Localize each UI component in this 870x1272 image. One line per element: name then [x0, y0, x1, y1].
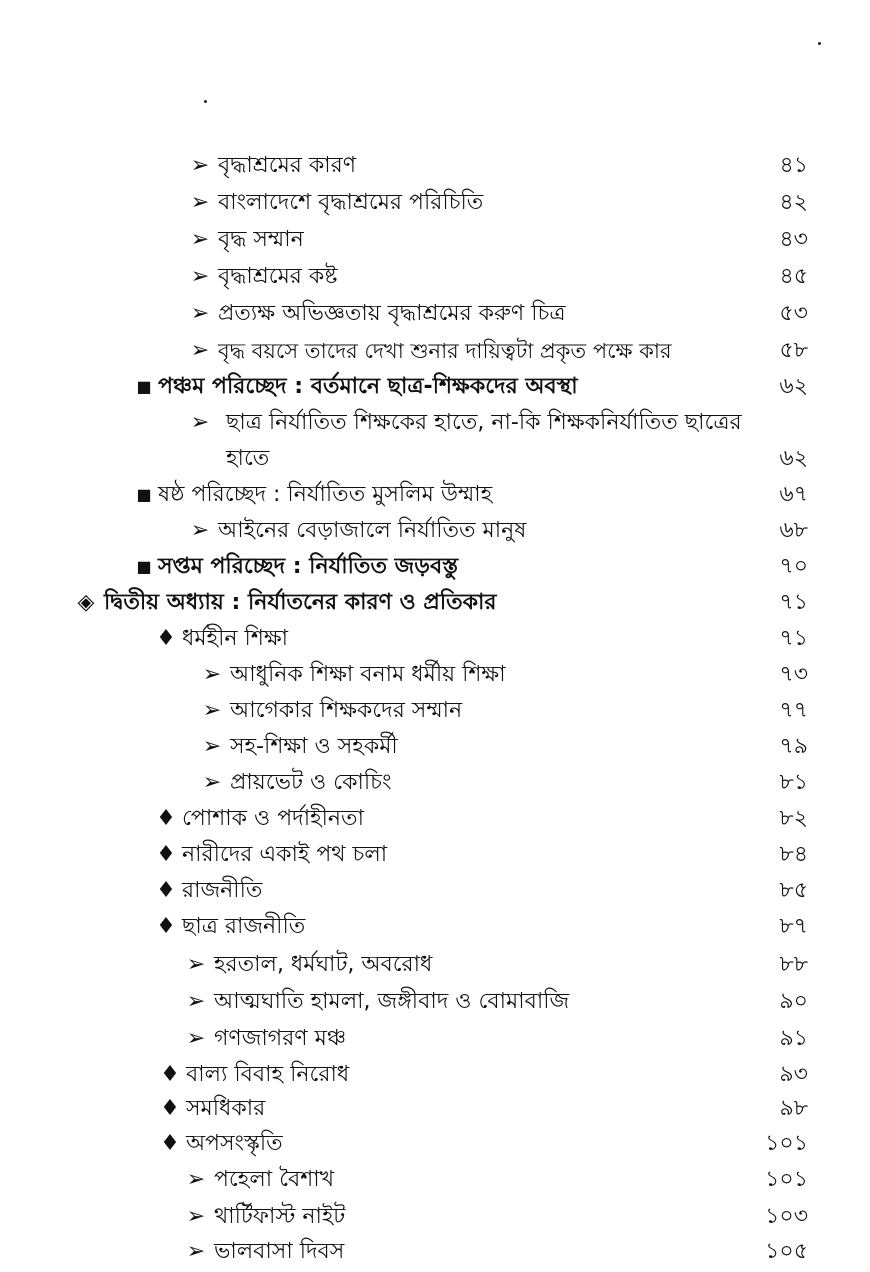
entry-title: অপসংস্কৃতি — [186, 1131, 283, 1156]
page-number: ৪২ — [779, 190, 808, 215]
page-number: ৫৮ — [779, 338, 808, 363]
page-number: ৯৩ — [779, 1062, 808, 1087]
diamond-bullet-icon: ♦ — [160, 1131, 180, 1156]
arrow-bullet-icon: ➢ — [202, 662, 222, 687]
arrow-bullet-icon: ➢ — [190, 338, 210, 363]
arrow-bullet-icon: ➢ — [190, 518, 210, 543]
arrow-bullet-icon: ➢ — [186, 1204, 206, 1229]
page-number: ৭১ — [779, 626, 808, 651]
arrow-bullet-icon: ➢ — [186, 1239, 206, 1264]
arrow-bullet-icon: ➢ — [186, 1026, 206, 1051]
entry-title: পোশাক ও পর্দাহীনতা — [182, 806, 364, 831]
entry-title: সমধিকার — [186, 1096, 266, 1121]
entry-title: প্রত্যক্ষ অভিজ্ঞতায় বৃদ্ধাশ্রমের করুণ চিত্র — [218, 301, 566, 326]
page-number: ১০১ — [765, 1167, 808, 1192]
section-title: পঞ্চম পরিচ্ছেদ : বর্তমানে ছাত্র-শিক্ষকদের অবস্থা — [158, 374, 578, 399]
toc-entry — [0, 984, 870, 1020]
square-bullet-icon: ■ — [136, 557, 152, 576]
page-number: ৪৩ — [779, 227, 808, 252]
entry-title: সহ-শিক্ষা ও সহকর্মী — [230, 734, 398, 759]
arrow-bullet-icon: ➢ — [190, 264, 210, 289]
toc-section-heading — [0, 369, 870, 405]
toc-entry — [0, 185, 870, 221]
page-number: ৮৫ — [779, 878, 808, 903]
page-number: ১০৫ — [765, 1239, 808, 1264]
diamond-bullet-icon: ♦ — [156, 626, 176, 651]
diamond-bullet-icon: ♦ — [156, 914, 176, 939]
page-number: ৪১ — [779, 153, 808, 178]
arrow-bullet-icon: ➢ — [190, 410, 210, 435]
entry-title: পহেলা বৈশাখ — [214, 1167, 335, 1192]
entry-title: বৃদ্ধাশ্রমের কারণ — [218, 153, 357, 178]
toc-entry — [0, 801, 870, 837]
toc-entry — [0, 1126, 870, 1162]
arrow-bullet-icon: ➢ — [186, 989, 206, 1014]
page-number: ৭১ — [779, 590, 808, 615]
toc-entry — [0, 222, 870, 258]
page-number: ৬৭ — [779, 482, 808, 507]
entry-title: বৃদ্ধাশ্রমের কষ্ট — [218, 264, 338, 289]
page-number: ৯১ — [779, 1026, 808, 1051]
toc-entry — [0, 947, 870, 983]
page-number: ৬৮ — [779, 518, 808, 543]
toc-entry — [0, 1021, 870, 1057]
entry-title: বৃদ্ধ বয়সে তাদের দেখা শুনার দায়িত্বটা প্রকৃত পক্ষে কার — [218, 339, 672, 363]
toc-entry — [0, 765, 870, 801]
section-title: সপ্তম পরিচ্ছেদ : নির্যাতিত জড়বস্তু — [158, 554, 459, 579]
diamond-bullet-icon: ♦ — [156, 878, 176, 903]
toc-section-heading — [0, 549, 870, 585]
toc-entry — [0, 621, 870, 657]
diamond-bullet-icon: ◈ — [77, 590, 95, 615]
speck-mark — [204, 100, 207, 103]
toc-entry — [0, 296, 870, 332]
entry-title: প্রায়ভেট ও কোচিং — [230, 770, 392, 795]
entry-title: ছাত্র রাজনীতি — [182, 914, 306, 939]
entry-title: রাজনীতি — [182, 878, 263, 903]
arrow-bullet-icon: ➢ — [190, 301, 210, 326]
toc-entry — [0, 909, 870, 945]
toc-entry — [0, 333, 870, 369]
diamond-bullet-icon: ♦ — [160, 1096, 180, 1121]
entry-title: ধর্মহীন শিক্ষা — [182, 626, 289, 651]
arrow-bullet-icon: ➢ — [202, 698, 222, 723]
toc-entry — [0, 837, 870, 873]
entry-title: গণজাগরণ মঞ্চ — [214, 1026, 347, 1051]
diamond-bullet-icon: ♦ — [156, 842, 176, 867]
toc-entry — [0, 148, 870, 184]
toc-entry — [0, 405, 870, 477]
chapter-title: দ্বিতীয় অধ্যায় : নির্যাতনের কারণ ও প্রতিকার — [104, 590, 497, 615]
page-number: ৯৮ — [779, 1096, 808, 1121]
page-number: ৯০ — [779, 989, 808, 1014]
entry-title: আগেকার শিক্ষকদের সম্মান — [230, 698, 463, 723]
toc-entry — [0, 729, 870, 765]
toc-entry — [0, 1057, 870, 1093]
toc-entry — [0, 259, 870, 295]
page-number: ৭০ — [779, 554, 808, 579]
entry-title: হরতাল, ধর্মঘাট, অবরোধ — [214, 952, 433, 977]
diamond-bullet-icon: ♦ — [160, 1062, 180, 1087]
entry-title: নারীদের একাই পথ চলা — [182, 842, 388, 867]
toc-chapter-heading — [0, 585, 870, 621]
page-number: ৮৭ — [779, 914, 808, 939]
arrow-bullet-icon: ➢ — [186, 1167, 206, 1192]
toc-entry — [0, 873, 870, 909]
arrow-bullet-icon: ➢ — [202, 734, 222, 759]
toc-entry — [0, 1199, 870, 1235]
arrow-bullet-icon: ➢ — [190, 153, 210, 178]
speck-mark — [818, 42, 821, 45]
page-number: ৪৫ — [779, 264, 808, 289]
square-bullet-icon: ■ — [136, 377, 152, 396]
page-number: ৬২ — [779, 374, 808, 399]
arrow-bullet-icon: ➢ — [186, 952, 206, 977]
entry-title: থার্টিফাস্ট নাইট — [214, 1204, 346, 1229]
section-title: ষষ্ঠ পরিচ্ছেদ : নির্যাতিত মুসলিম উম্মাহ — [158, 482, 493, 507]
entry-title: বৃদ্ধ সম্মান — [218, 227, 304, 252]
entry-title: ছাত্র নির্যাতিত শিক্ষকের হাতে, না-কি শিক্ষকনির্যাতিত ছাত্রের হাতে — [226, 410, 742, 471]
entry-title: আত্মঘাতি হামলা, জঙ্গীবাদ ও বোমাবাজি — [214, 989, 570, 1014]
page-number: ৭৯ — [779, 734, 808, 759]
toc-entry — [0, 513, 870, 549]
entry-title: আধুনিক শিক্ষা বনাম ধর্মীয় শিক্ষা — [230, 662, 506, 687]
page-number: ৫৩ — [779, 301, 808, 326]
toc-entry — [0, 657, 870, 693]
page-number: ৮২ — [779, 806, 808, 831]
toc-entry — [0, 1091, 870, 1127]
square-bullet-icon: ■ — [136, 485, 152, 504]
page-number: ১০১ — [765, 1131, 808, 1156]
entry-title: বাল্য বিবাহ নিরোধ — [186, 1062, 350, 1087]
page-number: ৬২ — [779, 446, 808, 471]
arrow-bullet-icon: ➢ — [190, 227, 210, 252]
page-number: ৮১ — [779, 770, 808, 795]
toc-section-heading — [0, 477, 870, 513]
page-number: ৮৮ — [779, 952, 808, 977]
page-number: ৮৪ — [779, 842, 808, 867]
toc-entry — [0, 693, 870, 729]
entry-title: ভালবাসা দিবস — [214, 1239, 345, 1264]
page-number: ৭৩ — [779, 662, 808, 687]
diamond-bullet-icon: ♦ — [156, 806, 176, 831]
arrow-bullet-icon: ➢ — [190, 190, 210, 215]
arrow-bullet-icon: ➢ — [202, 770, 222, 795]
toc-entry — [0, 1162, 870, 1198]
page-number: ৭৭ — [779, 698, 808, 723]
entry-title: বাংলাদেশে বৃদ্ধাশ্রমের পরিচিতি — [218, 190, 484, 215]
toc-entry — [0, 1234, 870, 1270]
page-number: ১০৩ — [765, 1204, 808, 1229]
entry-title: আইনের বেড়াজালে নির্যাতিত মানুষ — [218, 518, 527, 543]
